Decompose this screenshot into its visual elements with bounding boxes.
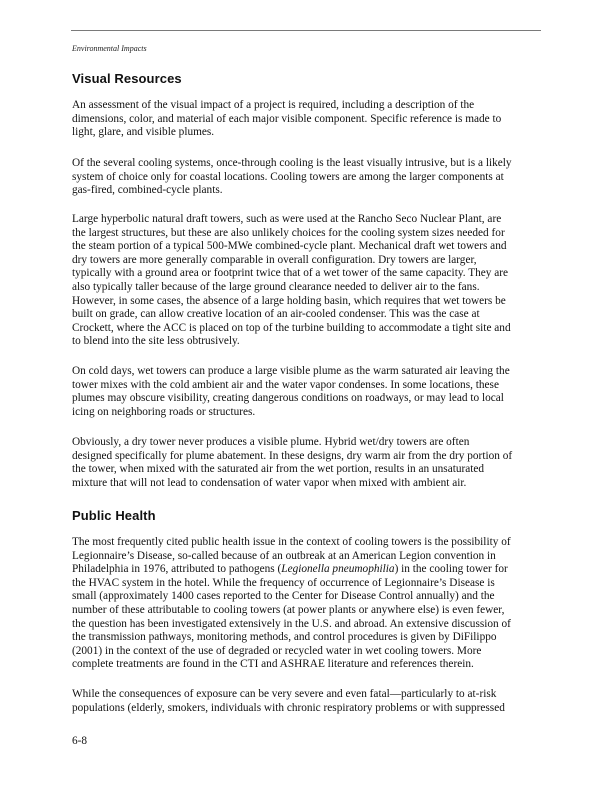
text-line: the tower, when mixed with the saturated air from the wet portion, results in an unsaturated [72,463,485,476]
paragraph [72,99,544,140]
text-line: However, in some cases, the absence of a large holding basin, which requires that wet towers be [72,294,506,307]
text-line: tower mixes with the cold ambient air and the water vapor condenses. In some locations, these [72,378,499,391]
paragraph [72,536,544,672]
text-line: system of choice only for coastal locations. Cooling towers are among the larger components at [72,170,504,183]
text-line: While the consequences of exposure can be very severe and even fatal—particularly to at-risk [72,688,497,700]
text-line: complete treatments are found in the CTI and ASHRAE literature and references therein. [72,658,474,671]
text-line: the question has been investigated extensively in the U.S. and abroad. An extensive discussion of [72,617,511,630]
text-line: dry towers are more generally comparable in overall configuration. Dry towers are larger, [72,253,477,266]
text-line: (2001) in the context of the use of degraded or recycled water in wet cooling towers. More [72,644,482,657]
text-line: the transmission pathways, monitoring methods, and control procedures is given by DiFilippo [72,631,497,644]
text-line: gas-fired, combined-cycle plants. [72,184,223,197]
text-line: the steam portion of a typical 500-MWe combined-cycle plant. Mechanical draft wet towers and [72,240,507,253]
text-line: Legionnaire’s Disease, so-called because of an outbreak at an American Legion convention in [72,549,496,562]
header-rule [71,30,541,31]
text-line: typically with a ground area or footprint twice that of a wet tower of the same capacity. They are [72,267,509,280]
text-line: light, glare, and visible plumes. [72,126,215,139]
text-line: populations (elderly, smokers, individuals with chronic respiratory problems or with suppressed [72,701,505,714]
text-run: ) in the cooling tower for [394,563,508,576]
text-line: also typically taller because of the large ground clearance needed to deliver air to the fans. [72,280,480,293]
text-line: to blend into the site less obtrusively. [72,335,240,348]
text-line: The most frequently cited public health issue in the context of cooling towers is the possibility of [72,536,511,548]
text-line: dimensions, color, and material of each major visible component. Specific reference is made to [72,112,502,125]
text-line: An assessment of the visual impact of a project is required, including a description of the [72,99,475,111]
paragraph [72,213,544,349]
section-heading-visual-resources: Visual Resources [72,71,182,86]
paragraph [72,436,544,490]
section-heading-public-health: Public Health [72,508,156,523]
text-line: plumes may obscure visibility, creating dangerous conditions on roadways, or may lead to local [72,392,504,405]
text-line: On cold days, wet towers can produce a large visible plume as the warm saturated air leaving the [72,365,510,377]
species-name-italic: Legionella pneumophilia [281,563,395,576]
text-line: the HVAC system in the hotel. While the frequency of occurrence of Legionnaire’s Disease is [72,576,495,589]
text-line: Of the several cooling systems, once-through cooling is the least visually intrusive, but is a likely [72,157,512,169]
text-line: mixture that will not lead to condensation of water vapor when mixed with ambient air. [72,476,467,489]
text-line: designed specifically for plume abatement. In these designs, dry warm air from the dry portion of [72,449,513,462]
paragraph [72,157,544,198]
text-line: Large hyperbolic natural draft towers, such as were used at the Rancho Seco Nuclear Plant, are [72,213,502,225]
text-line: built on grade, can allow creative location of an air-cooled condenser. This was the case at [72,308,480,321]
text-line: number of these attributable to cooling towers (at power plants or anywhere else) is even fewer, [72,603,505,616]
page-number: 6-8 [72,735,88,747]
text-line: Crockett, where the ACC is placed on top of the turbine building to accommodate a tight site and [72,321,511,334]
paragraph [72,365,544,419]
text-line: the largest structures, but these are also unlikely choices for the cooling system sizes needed for [72,226,505,239]
running-header: Environmental Impacts [72,44,147,53]
paragraph [72,688,544,715]
text-line: Obviously, a dry tower never produces a visible plume. Hybrid wet/dry towers are often [72,436,470,448]
text-run: Philadelphia in 1976, attributed to pathogens ( [72,563,282,576]
text-line [72,563,544,577]
text-line: small (approximately 1400 cases reported to the Center for Disease Control annually) and the [72,590,495,603]
text-line: icing on neighboring roads or structures. [72,405,256,418]
